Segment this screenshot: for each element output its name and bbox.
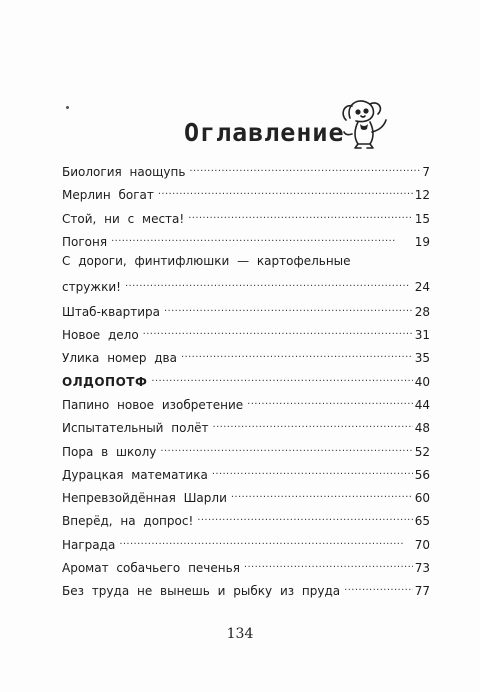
toc-entry[interactable] xyxy=(62,230,430,253)
dot-leader xyxy=(344,579,413,595)
toc-entry[interactable] xyxy=(62,556,430,579)
toc-entry[interactable] xyxy=(62,300,430,323)
dot-leader xyxy=(213,416,413,432)
toc-entry[interactable] xyxy=(62,533,430,556)
dot-leader xyxy=(231,486,413,502)
toc-entry-page: 35 xyxy=(414,351,430,366)
toc-entry[interactable] xyxy=(62,509,430,532)
toc-entry-title: Биология наощупь xyxy=(62,165,186,179)
dot-leader xyxy=(143,323,413,339)
toc-entry-page: 70 xyxy=(414,537,430,552)
dot-leader xyxy=(188,207,413,223)
toc-entry-page: 28 xyxy=(414,304,430,319)
toc-entry[interactable] xyxy=(62,253,430,300)
toc-entry-page: 7 xyxy=(422,165,430,179)
dot-leader xyxy=(119,533,412,549)
dog-icon xyxy=(330,94,396,154)
toc-entry-title: Погоня xyxy=(62,234,108,249)
toc-entry-page: 52 xyxy=(414,444,430,459)
toc-entry-page: 31 xyxy=(414,328,430,343)
toc-entry-title: Мерлин богат xyxy=(62,188,154,203)
toc-entry[interactable] xyxy=(62,486,430,509)
page-title: Оглавление xyxy=(184,118,345,147)
toc-entry[interactable] xyxy=(62,183,430,206)
toc-entry[interactable] xyxy=(62,207,430,230)
dot-leader xyxy=(247,393,413,409)
toc-entry[interactable] xyxy=(62,463,430,486)
toc-entry-title: Аромат собачьего печенья xyxy=(62,561,240,576)
toc-entry[interactable] xyxy=(62,393,430,416)
toc-entry-page: 15 xyxy=(414,211,430,226)
toc-entry[interactable] xyxy=(62,160,430,183)
toc-entry-title: ОЛДОПОТФ xyxy=(62,374,148,389)
toc-entry[interactable] xyxy=(62,440,430,463)
toc-entry-page: 19 xyxy=(414,234,430,249)
toc-entry-page: 24 xyxy=(414,280,430,295)
toc-entry-page: 48 xyxy=(414,421,430,436)
dot-leader xyxy=(181,346,413,362)
dot-leader xyxy=(151,370,412,386)
toc-entry[interactable] xyxy=(62,370,430,393)
toc-entry-title: Без труда не вынешь и рыбку из пруда xyxy=(62,584,341,599)
table-of-contents xyxy=(62,160,430,603)
toc-entry-title: Штаб-квартира xyxy=(62,304,160,319)
toc-entry-title: Улика номер два xyxy=(62,351,177,366)
page-number: 134 xyxy=(226,626,254,642)
toc-entry-page: 40 xyxy=(414,374,430,389)
dot-leader xyxy=(244,556,413,572)
dot-leader xyxy=(111,230,413,246)
toc-entry-title: Вперёд, на допрос! xyxy=(62,514,194,529)
dot-leader xyxy=(197,509,412,525)
toc-entry-page: 65 xyxy=(414,514,430,529)
dot-leader xyxy=(160,440,412,456)
dot-leader xyxy=(189,160,420,176)
toc-entry-title: Награда xyxy=(62,537,116,552)
toc-entry-title: Пора в школу xyxy=(62,444,157,459)
ink-speck xyxy=(66,106,69,109)
toc-entry-page: 44 xyxy=(414,397,430,412)
toc-entry-title: Непревзойдённая Шарли xyxy=(62,491,227,506)
toc-entry-title: Папино новое изобретение xyxy=(62,397,244,412)
toc-entry-title-line1: С дороги, финтифлюшки — картофельные xyxy=(62,254,351,269)
toc-entry[interactable] xyxy=(62,579,430,602)
dot-leader xyxy=(158,183,413,199)
toc-entry-page: 60 xyxy=(414,491,430,506)
toc-entry-page: 56 xyxy=(414,467,430,482)
toc-entry[interactable] xyxy=(62,346,430,369)
toc-entry-title: Новое дело xyxy=(62,328,139,343)
toc-entry-page: 73 xyxy=(414,561,430,576)
toc-entry-title: Дурацкая математика xyxy=(62,467,208,482)
toc-entry[interactable] xyxy=(62,416,430,439)
toc-entry-title: Испытательный полёт xyxy=(62,421,209,436)
toc-entry[interactable] xyxy=(62,323,430,346)
toc-entry-page: 12 xyxy=(414,188,430,203)
toc-entry-page: 77 xyxy=(414,584,430,599)
dot-leader xyxy=(164,300,413,316)
dot-leader xyxy=(212,463,413,479)
toc-entry-title: Стой, ни с места! xyxy=(62,211,185,226)
dot-leader xyxy=(125,275,413,291)
toc-entry-title: стружки! xyxy=(62,280,121,295)
